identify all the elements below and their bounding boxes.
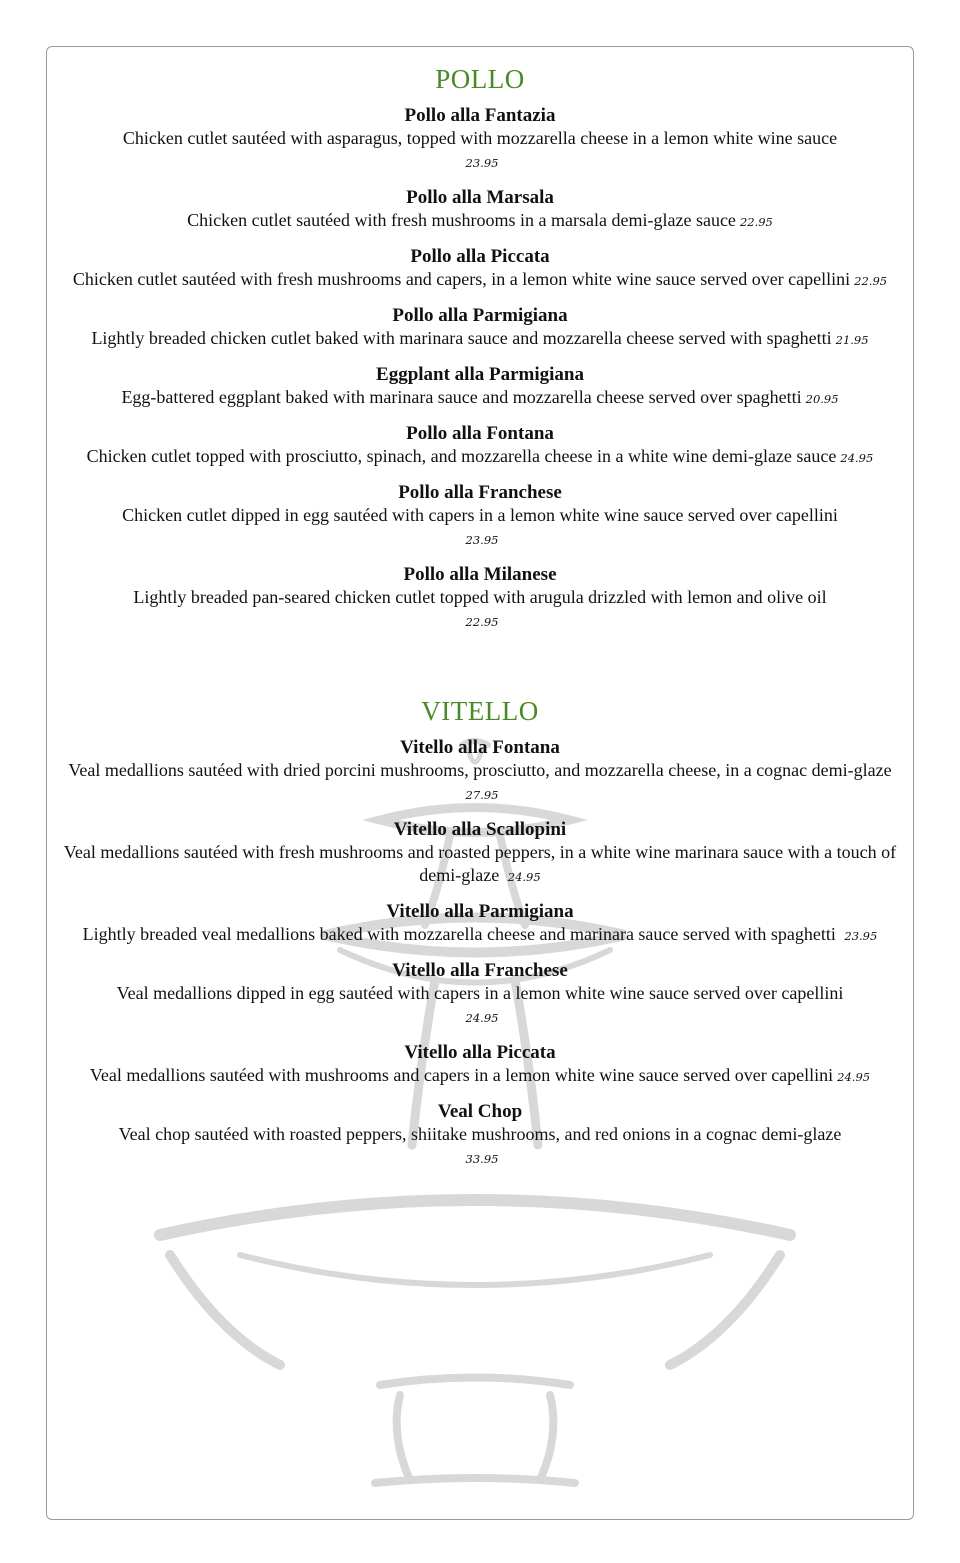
item-name: Pollo alla Franchese — [398, 482, 562, 503]
item-desc-text: Veal medallions dipped in egg sautéed with capers in a lemon white wine sauce served over capellini — [116, 983, 844, 1003]
item-desc-text: Lightly breaded veal medallions baked with mozzarella cheese and marinara sauce served with spaghetti — [82, 924, 836, 944]
item-price: 33.95 — [465, 1152, 499, 1166]
item-desc-text: Chicken cutlet topped with prosciutto, spinach, and mozzarella cheese in a white wine demi-glaze sauce — [86, 446, 837, 466]
item-price: 24.95 — [837, 1070, 871, 1084]
item-name: Eggplant alla Parmigiana — [376, 364, 584, 385]
item-price: 24.95 — [507, 870, 541, 884]
item-desc-text: Chicken cutlet dipped in egg sautéed with capers in a lemon white wine sauce served over capellini — [122, 505, 838, 525]
menu-item — [60, 305, 900, 352]
item-name: Vitello alla Scallopini — [393, 819, 567, 840]
item-name: Vitello alla Franchese — [392, 960, 568, 981]
menu-content — [60, 64, 900, 1183]
item-desc-text: Veal medallions sautéed with fresh mushrooms and roasted peppers, in a white wine marinara sauce with a touch of demi-glaze — [63, 842, 897, 885]
menu-item — [60, 105, 900, 175]
item-description — [60, 386, 900, 411]
item-desc-text: Chicken cutlet sautéed with fresh mushrooms in a marsala demi-glaze sauce — [187, 210, 736, 230]
item-price: 27.95 — [465, 788, 499, 802]
item-name: Veal Chop — [437, 1101, 523, 1122]
menu-item — [60, 246, 900, 293]
item-desc-text: Chicken cutlet sautéed with fresh mushrooms and capers, in a lemon white wine sauce served over capellini — [72, 269, 851, 289]
item-price: 21.95 — [835, 333, 869, 347]
item-name: Pollo alla Parmigiana — [392, 305, 568, 326]
item-desc-text: Veal medallions sautéed with dried porcini mushrooms, prosciutto, and mozzarella cheese, in a cognac demi-glaze — [68, 760, 892, 780]
item-name: Pollo alla Marsala — [406, 187, 554, 208]
section-title: VITELLO — [421, 696, 539, 726]
item-desc-text: Lightly breaded pan-seared chicken cutlet topped with arugula drizzled with lemon and olive oil — [133, 587, 827, 607]
item-description — [60, 982, 900, 1030]
item-description — [60, 841, 900, 889]
item-description — [60, 268, 900, 293]
item-desc-text: Veal medallions sautéed with mushrooms and capers in a lemon white wine sauce served over capellini — [89, 1065, 834, 1085]
item-price: 24.95 — [840, 451, 874, 465]
item-desc-text: Veal chop sautéed with roasted peppers, shiitake mushrooms, and red onions in a cognac demi-glaze — [118, 1124, 842, 1144]
item-description — [60, 759, 900, 807]
item-price: 22.95 — [465, 615, 499, 629]
item-name: Vitello alla Fontana — [400, 737, 560, 758]
menu-item — [60, 564, 900, 634]
menu-item — [60, 482, 900, 552]
menu-item — [60, 423, 900, 470]
item-description — [60, 209, 900, 234]
item-description — [60, 327, 900, 352]
menu-item — [60, 187, 900, 234]
item-description — [60, 445, 900, 470]
item-price: 20.95 — [805, 392, 839, 406]
menu-item — [60, 960, 900, 1030]
item-desc-text: Egg-battered eggplant baked with marinara sauce and mozzarella cheese served over spaghetti — [121, 387, 802, 407]
item-price: 23.95 — [465, 156, 499, 170]
item-desc-text: Chicken cutlet sautéed with asparagus, topped with mozzarella cheese in a lemon white wine sauce — [122, 128, 838, 148]
item-description — [60, 923, 900, 948]
menu-item — [60, 819, 900, 889]
item-price: 23.95 — [844, 929, 878, 943]
item-name: Vitello alla Parmigiana — [386, 901, 574, 922]
section-pollo — [60, 64, 900, 634]
item-price: 23.95 — [465, 533, 499, 547]
menu-item — [60, 364, 900, 411]
item-description — [60, 127, 900, 175]
menu-item — [60, 901, 900, 948]
item-name: Vitello alla Piccata — [404, 1042, 556, 1063]
item-price: 22.95 — [854, 274, 888, 288]
item-name: Pollo alla Piccata — [410, 246, 550, 267]
item-price: 24.95 — [465, 1011, 499, 1025]
item-price: 22.95 — [739, 215, 773, 229]
item-description — [60, 586, 900, 634]
section-spacer — [60, 646, 900, 696]
item-description — [60, 504, 900, 552]
item-description — [60, 1064, 900, 1089]
section-vitello — [60, 696, 900, 1171]
section-title: POLLO — [435, 64, 525, 94]
item-name: Pollo alla Fantazia — [404, 105, 556, 126]
item-description — [60, 1123, 900, 1171]
menu-item — [60, 737, 900, 807]
item-name: Pollo alla Milanese — [403, 564, 557, 585]
menu-item — [60, 1042, 900, 1089]
item-name: Pollo alla Fontana — [406, 423, 554, 444]
item-desc-text: Lightly breaded chicken cutlet baked with marinara sauce and mozzarella cheese served with spaghetti — [91, 328, 832, 348]
menu-item — [60, 1101, 900, 1171]
